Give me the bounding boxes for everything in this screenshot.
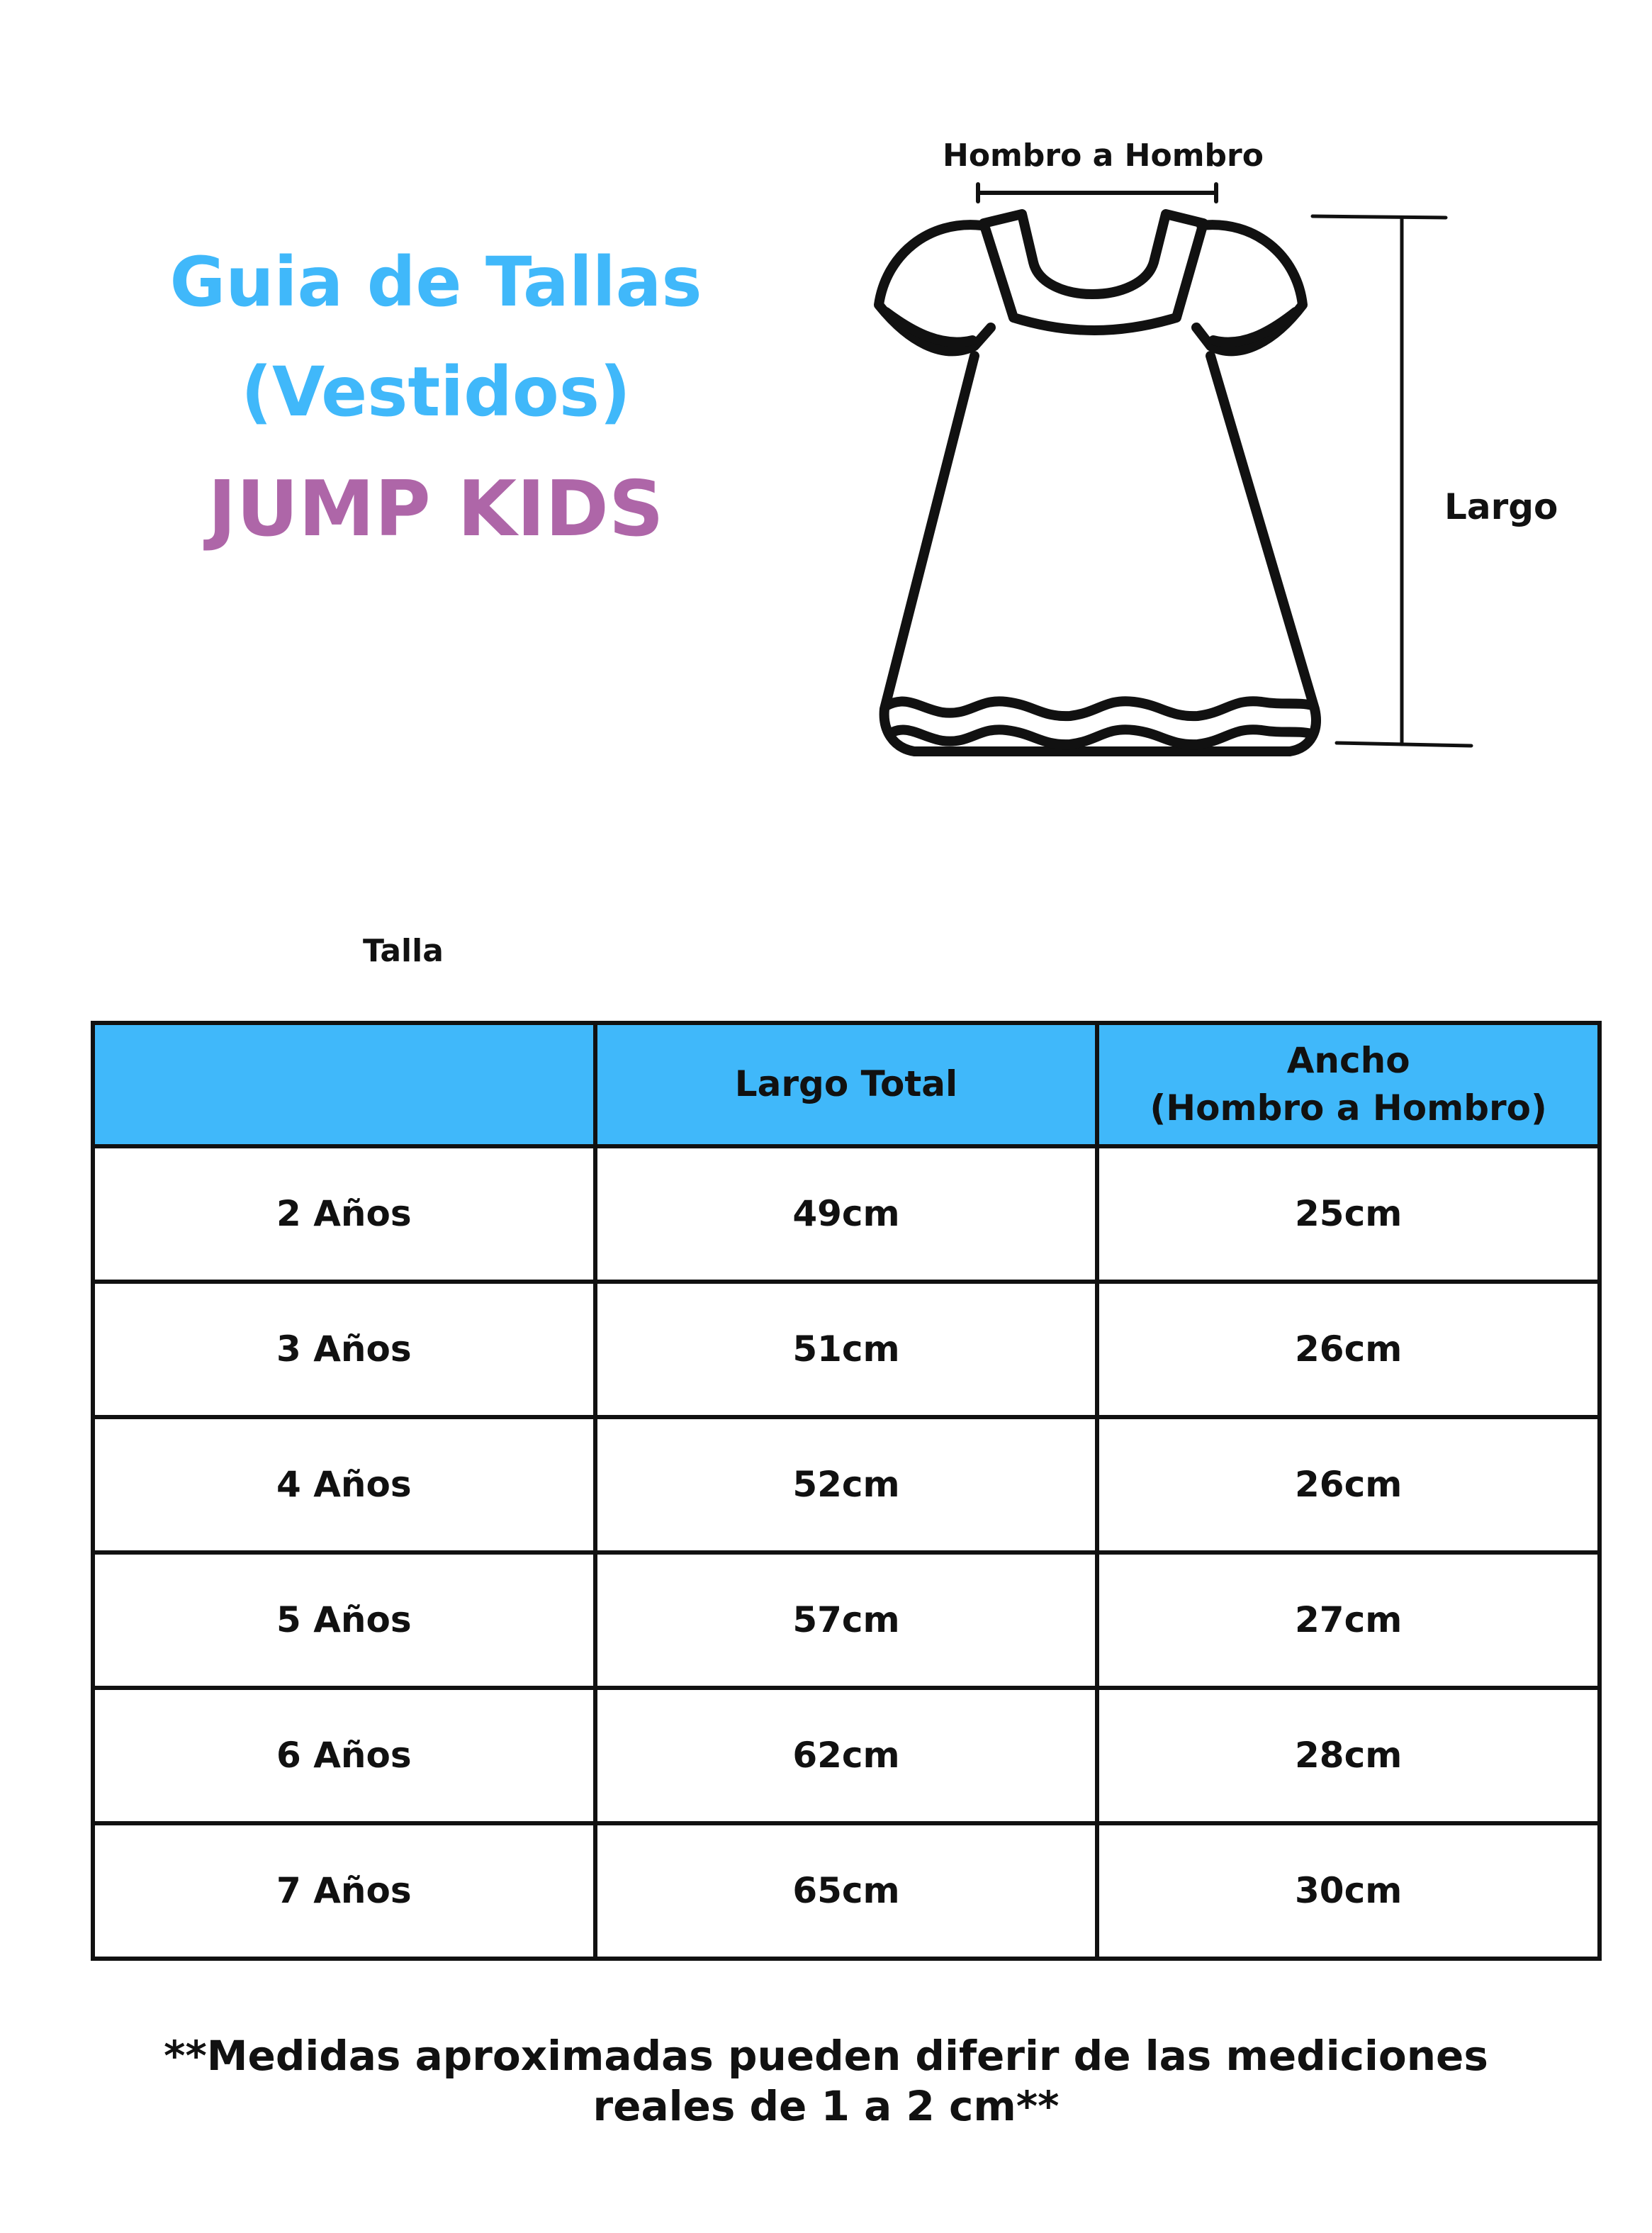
shoulder-label: Hombro a Hombro	[943, 138, 1264, 174]
header-width-line2: (Hombro a Hombro)	[1150, 1087, 1547, 1129]
title-line-1: Guia de Tallas	[169, 242, 702, 322]
row-width: 28cm	[1097, 1688, 1600, 1823]
left-sleeve	[879, 225, 991, 351]
hem-wave-bottom	[889, 729, 1311, 744]
row-length: 65cm	[595, 1823, 1098, 1959]
row-size: 4 Años	[93, 1417, 595, 1552]
disclaimer-line-1: **Medidas aproximadas pueden diferir de las mediciones	[164, 2032, 1488, 2080]
table-row	[93, 1823, 1600, 1959]
table-header-row	[93, 1023, 1600, 1146]
row-length: 52cm	[595, 1417, 1098, 1552]
row-size: 7 Años	[93, 1823, 595, 1959]
length-measure-bottom	[1337, 743, 1471, 746]
length-label: Largo	[1444, 486, 1558, 527]
row-width: 30cm	[1097, 1823, 1600, 1959]
length-measure-top	[1313, 216, 1446, 218]
row-size: 5 Años	[93, 1552, 595, 1688]
row-size: 6 Años	[93, 1688, 595, 1823]
talla-label: Talla	[363, 933, 444, 969]
row-length: 49cm	[595, 1146, 1098, 1282]
disclaimer-line-2: reales de 1 a 2 cm**	[592, 2081, 1060, 2130]
table-row	[93, 1146, 1600, 1282]
row-size: 3 Años	[93, 1282, 595, 1417]
row-size: 2 Años	[93, 1146, 595, 1282]
row-width: 26cm	[1097, 1282, 1600, 1417]
dress-icon	[850, 177, 1488, 780]
header-size	[93, 1023, 595, 1146]
measurement-disclaimer	[71, 2031, 1581, 2132]
header-width	[1097, 1023, 1600, 1146]
size-table	[91, 1021, 1602, 1961]
header-length: Largo Total	[595, 1023, 1098, 1146]
table-row	[93, 1282, 1600, 1417]
brand-name: JUMP KIDS	[208, 465, 664, 554]
right-sleeve	[1196, 225, 1303, 351]
table-row	[93, 1417, 1600, 1552]
row-length: 62cm	[595, 1688, 1098, 1823]
collar	[984, 214, 1203, 330]
row-width: 26cm	[1097, 1417, 1600, 1552]
header-width-line1: Ancho	[1286, 1039, 1410, 1081]
table-row	[93, 1688, 1600, 1823]
dress-body	[884, 356, 1316, 751]
row-width: 27cm	[1097, 1552, 1600, 1688]
hem-wave-top	[887, 701, 1313, 716]
table-row	[93, 1552, 1600, 1688]
row-length: 51cm	[595, 1282, 1098, 1417]
row-width: 25cm	[1097, 1146, 1600, 1282]
title-line-2: (Vestidos)	[241, 352, 631, 432]
row-length: 57cm	[595, 1552, 1098, 1688]
right-sleeve-cuff	[1213, 312, 1296, 342]
